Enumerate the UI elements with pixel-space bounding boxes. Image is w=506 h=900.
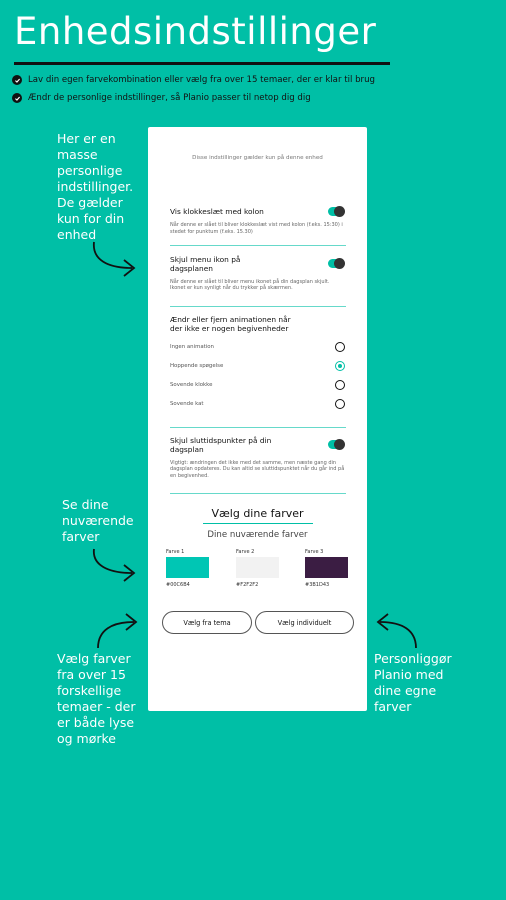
animation-option[interactable] [170,376,346,395]
toggle-knob [334,258,345,269]
swatch-hex: #3B1D43 [305,582,330,588]
choose-custom-button[interactable]: Vælg individuelt [255,611,354,634]
swatch-color [305,557,348,578]
setting-description: Vigtigt: ændringen det ikke med det samme, men næste gang din dagsplan opdateres. Du kan altid se sluttidspunktet når du går ind på en begivenhed. [170,459,345,479]
colors-title-underline [203,523,313,524]
feature-bullets [12,75,502,111]
animation-option-label: Ingen animation [170,344,214,350]
setting-label: Skjul sluttidspunkter på din dagsplan [170,436,272,455]
setting-animations [170,315,346,414]
title-underline [14,62,390,65]
setting-clock-colon [170,207,346,235]
setting-label: Ændr eller fjern animationen når der ikke er nogen begivenheder [170,315,291,334]
animation-option[interactable] [170,395,346,414]
check-icon [12,75,22,85]
animation-option[interactable] [170,338,346,357]
divider [170,245,346,246]
toggle-knob [334,206,345,217]
choose-theme-button[interactable]: Vælg fra tema [162,611,252,634]
arrow-up-icon [372,608,422,650]
setting-hide-end-times [170,436,346,479]
swatch-hex: #F2F2F2 [236,582,259,588]
swatch-color [166,557,209,578]
setting-description: Når denne er slået til bliver menu ikonet på din dagsplan skjult. Ikonet er kun synligt når du trykker på skærmen. [170,278,330,291]
swatch-hex: #00C6B4 [166,582,190,588]
animation-option-label: Sovende klokke [170,382,213,388]
animation-option-label: Hoppende spøgelse [170,363,224,369]
setting-label: Skjul menu ikon på dagsplanen [170,255,241,274]
swatch-label: Farve 3 [305,549,324,555]
feature-bullet-text: Lav din egen farvekombination eller vælg fra over 15 temaer, der er klar til brug [28,75,375,85]
phone-screen [148,127,367,711]
colors-subtitle: Dine nuværende farver [207,530,308,540]
arrow-right-icon [90,545,142,585]
device-settings-hint: Disse indstillinger gælder kun på denne enhed [192,155,323,161]
arrow-right-icon [90,238,142,280]
check-icon [12,93,22,103]
callout-current-colors: Se dine nuværende farver [62,497,134,544]
divider [170,493,346,494]
setting-label: Vis klokkeslæt med kolon [170,207,264,216]
setting-description: Når denne er slået til bliver klokkeslæt vist med kolon (f.eks. 15:30) i stedet for punktum (f.eks. 15.30) [170,222,343,235]
color-swatch-3[interactable] [305,549,355,588]
page-title: Enhedsindstillinger [14,10,377,53]
clock-colon-toggle[interactable] [328,207,344,216]
color-swatch-2[interactable] [236,549,286,588]
feature-bullet [12,75,502,85]
swatch-label: Farve 2 [236,549,255,555]
radio-button-selected[interactable] [335,361,345,371]
callout-themes: Vælg farver fra over 15 forskellige temaer - der er både lyse og mørke [57,651,136,746]
arrow-up-icon [92,608,142,650]
feature-bullet-text: Ændr de personlige indstillinger, så Planio passer til netop dig dig [28,93,311,103]
radio-button[interactable] [335,399,345,409]
colors-title: Vælg dine farver [211,507,304,520]
hide-end-times-toggle[interactable] [328,440,344,449]
setting-hide-menu-icon [170,255,346,292]
swatch-label: Farve 1 [166,549,185,555]
callout-custom: Personliggør Planio med dine egne farver [374,651,452,714]
divider [170,306,346,307]
feature-bullet [12,93,502,103]
animation-option[interactable] [170,357,346,376]
color-swatch-1[interactable] [166,549,216,588]
radio-button[interactable] [335,342,345,352]
animation-option-label: Sovende kat [170,401,204,407]
hide-menu-icon-toggle[interactable] [328,259,344,268]
callout-settings: Her er en masse personlige indstillinger. De gælder kun for din enhed [57,131,134,242]
radio-button[interactable] [335,380,345,390]
divider [170,427,346,428]
swatch-color [236,557,279,578]
toggle-knob [334,439,345,450]
